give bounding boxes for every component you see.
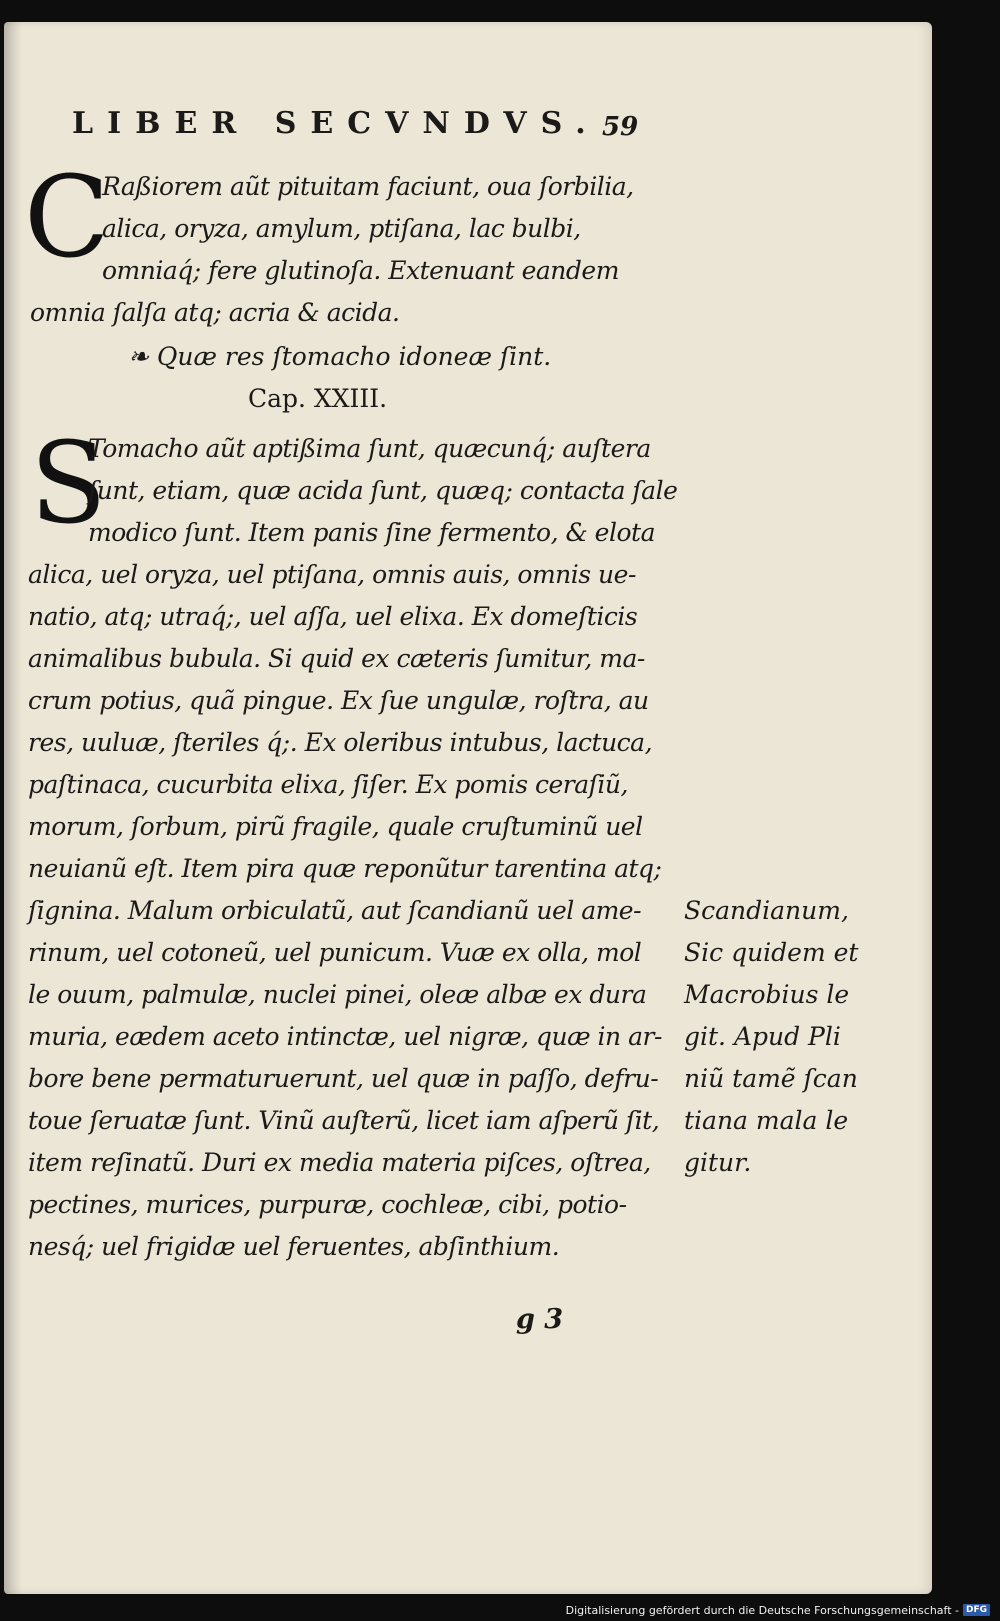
text-line: toue ſeruatæ ſunt. Vinũ auſterũ, licet iam aſperũ ſit, [28,1106,660,1135]
text-line: rinum, uel cotoneũ, uel punicum. Vuæ ex olla, mol [28,938,642,967]
margin-line: niũ tamẽ ſcan [684,1064,858,1093]
signature-mark: g 3 [516,1304,564,1335]
text-line: alica, uel oryza, uel ptiſana, omnis auis, omnis ue- [28,560,636,589]
footer-text: Digitalisierung gefördert durch die Deutsche Forschungsgemeinschaft - [565,1603,959,1617]
text-line: item reſinatũ. Duri ex media materia piſces, oſtrea, [28,1148,651,1177]
text-line: paſtinaca, cucurbita elixa, ſiſer. Ex pomis ceraſiũ, [28,770,628,799]
text-line: Raßiorem aũt pituitam faciunt, oua ſorbilia, [102,172,634,201]
text-line: crum potius, quã pingue. Ex ſue ungulæ, roſtra, au [28,686,649,715]
text-line: muria, eædem aceto intinctæ, uel nigræ, quæ in ar- [28,1022,662,1051]
running-title: LIBER SECVNDVS. [72,106,600,141]
text-line: res, uuluæ, ſteriles q́;. Ex oleribus intubus, lactuca, [28,728,653,757]
margin-line: Macrobius le [684,980,850,1009]
margin-line: tiana mala le [684,1106,849,1135]
page-gutter-shadow [4,22,22,1594]
text-line: modico ſunt. Item panis ſine fermento, & elota [88,518,655,547]
text-line: neuianũ eſt. Item pira quæ reponũtur tarentina atq; [28,854,662,883]
chapter-title: ❧ Quæ res ſtomacho idoneæ ſint. [128,342,552,371]
margin-line: Scandianum, [684,896,849,925]
page-number: 59 [602,112,639,142]
text-line: pectines, murices, purpuræ, cochleæ, cibi, potio- [28,1190,627,1219]
drop-cap-c: C [24,153,110,283]
text-line: ſunt, etiam, quæ acida ſunt, quæq; contacta ſale [88,476,678,505]
text-line: natio, atq; utraq́;, uel aſſa, uel elixa. Ex domeſticis [28,602,638,631]
text-line: omnia ſalſa atq; acria & acida. [30,298,400,327]
digitization-footer [566,1603,990,1617]
text-line: morum, ſorbum, pirũ fragile, quale cruſtuminũ uel [28,812,643,841]
text-line: animalibus bubula. Si quid ex cæteris ſumitur, ma- [28,644,645,673]
chapter-number: Cap. XXIII. [248,384,388,413]
text-line: ſignina. Malum orbiculatũ, aut ſcandianũ uel ame- [28,896,642,925]
dfg-logo: DFG [963,1604,990,1616]
margin-line: git. Apud Pli [684,1022,841,1051]
margin-line: gitur. [684,1148,752,1177]
text-line: le ouum, palmulæ, nuclei pinei, oleæ albæ ex dura [28,980,647,1009]
text-line: bore bene permaturuerunt, uel quæ in paſſo, defru- [28,1064,659,1093]
drop-cap-s: S [30,419,107,549]
running-head [72,106,672,156]
text-line: nesq́; uel frigidæ uel feruentes, abſinthium. [28,1232,560,1261]
text-line: Tomacho aũt aptißima ſunt, quæcunq́; auſtera [88,434,651,463]
margin-line: Sic quidem et [684,938,859,967]
text-line: omniaq́; fere glutinoſa. Extenuant eandem [102,256,619,285]
text-line: alica, oryza, amylum, ptiſana, lac bulbi, [102,214,581,243]
